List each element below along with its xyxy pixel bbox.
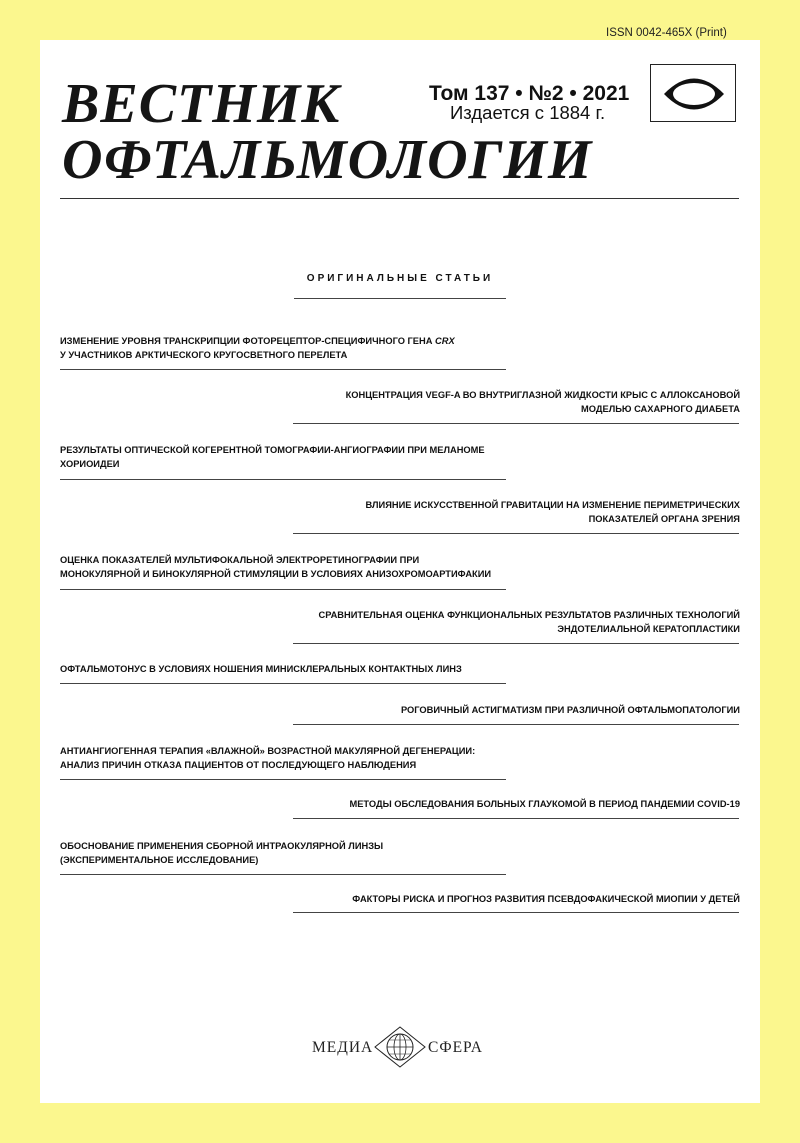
article-title-line: ИЗМЕНЕНИЕ УРОВНЯ ТРАНСКРИПЦИИ ФОТОРЕЦЕПТОР-СПЕЦИФИЧНОГО ГЕНА CRX: [60, 336, 455, 346]
article-title: [60, 839, 383, 867]
article-title-line: ВЛИЯНИЕ ИСКУССТВЕННОЙ ГРАВИТАЦИИ НА ИЗМЕНЕНИЕ ПЕРИМЕТРИЧЕСКИХ: [365, 500, 740, 510]
journal-title-line1: ВЕСТНИК: [62, 73, 341, 135]
article-divider: [293, 423, 739, 424]
article-title: [346, 388, 740, 416]
article-divider: [60, 874, 506, 875]
article-divider: [60, 479, 506, 480]
cover-page: [40, 40, 760, 1103]
publisher-logo: [312, 1026, 492, 1066]
article-title-line: РОГОВИЧНЫЙ АСТИГМАТИЗМ ПРИ РАЗЛИЧНОЙ ОФТАЛЬМОПАТОЛОГИИ: [400, 705, 740, 715]
article-title-line: ФАКТОРЫ РИСКА И ПРОГНОЗ РАЗВИТИЯ ПСЕВДОФАКИЧЕСКОЙ МИОПИИ У ДЕТЕЙ: [352, 894, 740, 904]
article-title-line: У УЧАСТНИКОВ АРКТИЧЕСКОГО КРУГОСВЕТНОГО ПЕРЕЛЕТА: [60, 350, 348, 360]
article-title: [60, 334, 455, 362]
section-title: ОРИГИНАЛЬНЫЕ СТАТЬИ: [306, 273, 494, 284]
article-title-line: ЭНДОТЕЛИАЛЬНОЙ КЕРАТОПЛАСТИКИ: [557, 624, 740, 634]
article-divider: [293, 818, 739, 819]
article-title: [349, 797, 740, 811]
article-title: [352, 892, 740, 906]
article-title: [60, 553, 491, 581]
journal-title-line2: ОФТАЛЬМОЛОГИИ: [62, 129, 593, 191]
article-title-line: РЕЗУЛЬТАТЫ ОПТИЧЕСКОЙ КОГЕРЕНТНОЙ ТОМОГРАФИИ-АНГИОГРАФИИ ПРИ МЕЛАНОМЕ: [60, 445, 485, 455]
issue-info: Том 137 • №2 • 2021: [429, 82, 630, 105]
article-title: [60, 443, 485, 471]
article-divider: [293, 724, 739, 725]
issn-print: ISSN 0042-465X (Print): [606, 27, 727, 39]
article-divider: [60, 369, 506, 370]
article-title-line: КОНЦЕНТРАЦИЯ VEGF-A ВО ВНУТРИГЛАЗНОЙ ЖИДКОСТИ КРЫС С АЛЛОКСАНОВОЙ: [345, 390, 740, 400]
header-divider: [60, 198, 739, 199]
article-title: [318, 608, 740, 636]
article-divider: [60, 683, 506, 684]
article-title-line: ОЦЕНКА ПОКАЗАТЕЛЕЙ МУЛЬТИФОКАЛЬНОЙ ЭЛЕКТРОРЕТИНОГРАФИИ ПРИ: [60, 555, 420, 565]
publisher-name-left: МЕДИА: [312, 1039, 374, 1056]
article-title-line: ХОРИОИДЕИ: [60, 459, 120, 469]
article-title-line: МОДЕЛЬЮ САХАРНОГО ДИАБЕТА: [581, 404, 740, 414]
article-title: [366, 498, 741, 526]
article-title-line: (ЭКСПЕРИМЕНТАЛЬНОЕ ИССЛЕДОВАНИЕ): [60, 855, 259, 865]
article-title-line: СРАВНИТЕЛЬНАЯ ОЦЕНКА ФУНКЦИОНАЛЬНЫХ РЕЗУЛЬТАТОВ РАЗЛИЧНЫХ ТЕХНОЛОГИЙ: [318, 610, 740, 620]
article-title-line: МОНОКУЛЯРНОЙ И БИНОКУЛЯРНОЙ СТИМУЛЯЦИИ В УСЛОВИЯХ АНИЗОХРОМОАРТИФАКИИ: [60, 569, 492, 579]
article-title-line: ОФТАЛЬМОТОНУС В УСЛОВИЯХ НОШЕНИЯ МИНИСКЛЕРАЛЬНЫХ КОНТАКТНЫХ ЛИНЗ: [60, 664, 462, 674]
article-title-line: ОБОСНОВАНИЕ ПРИМЕНЕНИЯ СБОРНОЙ ИНТРАОКУЛЯРНОЙ ЛИНЗЫ: [60, 841, 384, 851]
article-title: [60, 744, 475, 772]
article-title-line: АНАЛИЗ ПРИЧИН ОТКАЗА ПАЦИЕНТОВ ОТ ПОСЛЕДУЮЩЕГО НАБЛЮДЕНИЯ: [60, 760, 417, 770]
article-divider: [293, 912, 739, 913]
article-title-line: АНТИАНГИОГЕННАЯ ТЕРАПИЯ «ВЛАЖНОЙ» ВОЗРАСТНОЙ МАКУЛЯРНОЙ ДЕГЕНЕРАЦИИ:: [60, 746, 476, 756]
article-title-line: МЕТОДЫ ОБСЛЕДОВАНИЯ БОЛЬНЫХ ГЛАУКОМОЙ В ПЕРИОД ПАНДЕМИИ COVID-19: [349, 799, 740, 809]
since-info: Издается с 1884 г.: [450, 102, 606, 123]
eye-logo: [650, 64, 736, 122]
globe-icon: [374, 1026, 426, 1068]
article-title-line: ПОКАЗАТЕЛЕЙ ОРГАНА ЗРЕНИЯ: [588, 514, 740, 524]
publisher-name-right: СФЕРА: [428, 1039, 483, 1056]
article-title: [401, 703, 740, 717]
article-divider: [60, 779, 506, 780]
article-divider: [293, 533, 739, 534]
section-divider: [294, 298, 506, 299]
article-title: [60, 662, 462, 676]
article-divider: [293, 643, 739, 644]
article-divider: [60, 589, 506, 590]
eye-icon: [651, 65, 737, 123]
